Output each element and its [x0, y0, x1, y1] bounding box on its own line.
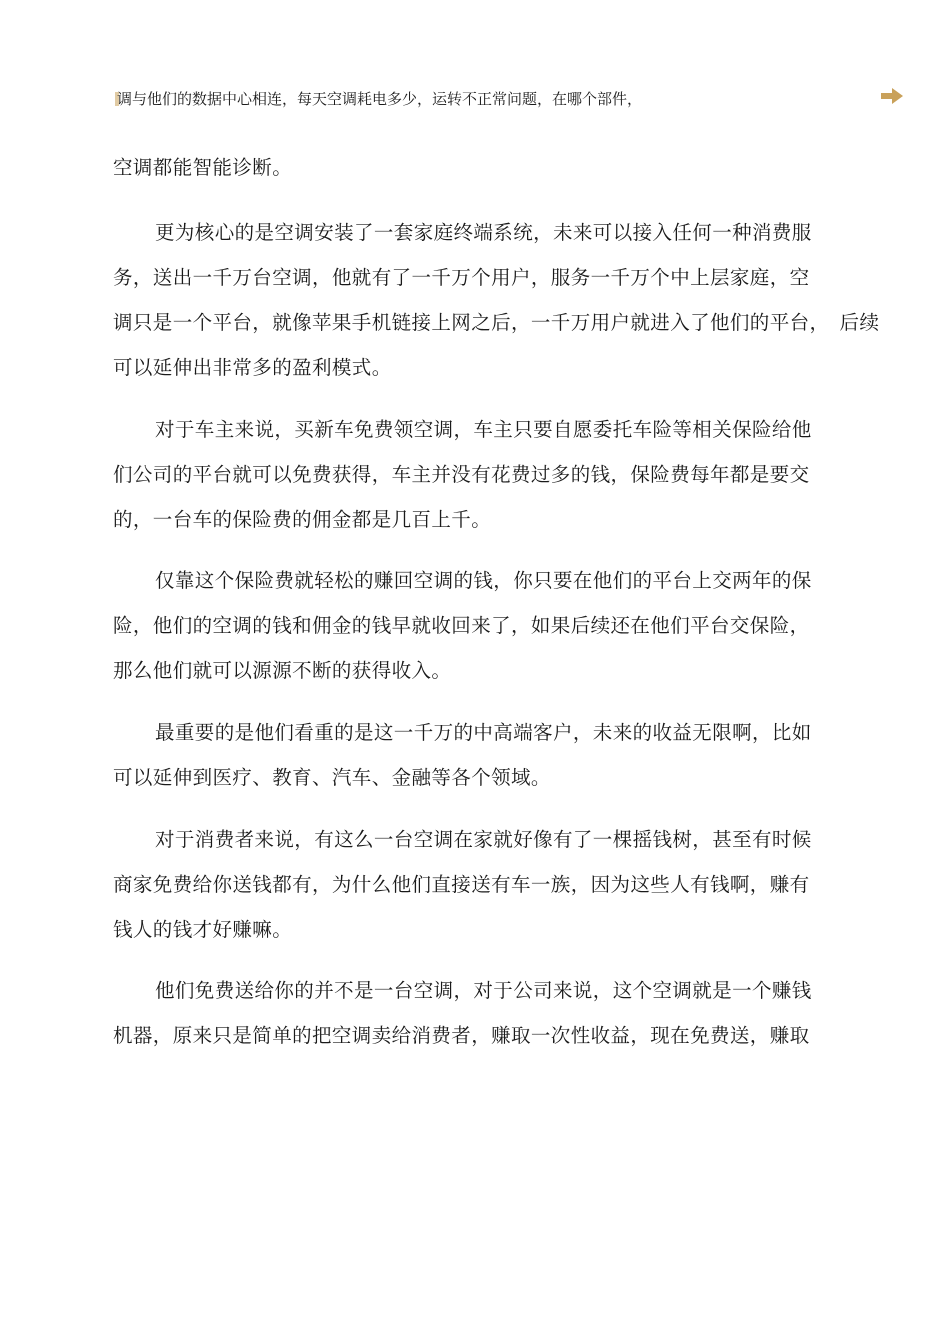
paragraph-line: 空调都能智能诊断。: [113, 156, 293, 179]
paragraph-line: 调只是一个平台，就像苹果手机链接上网之后，一千万用户就进入了他们的平台， 后续: [113, 311, 880, 334]
paragraph: [113, 968, 883, 1058]
paragraph: [113, 710, 883, 800]
paragraph-line: 险，他们的空调的钱和佣金的钱早就收回来了，如果后续还在他们平台交保险，: [113, 614, 810, 637]
paragraph-line: 们公司的平台就可以免费获得，车主并没有花费过多的钱，保险费每年都是要交: [113, 463, 810, 486]
paragraph-line: 最重要的是他们看重的是这一千万的中高端客户，未来的收益无限啊，比如: [155, 721, 812, 744]
paragraph-line: 可以延伸到医疗、教育、汽车、金融等各个领域。: [113, 766, 551, 789]
paragraph-line: 他们免费送给你的并不是一台空调，对于公司来说，这个空调就是一个赚钱: [155, 979, 812, 1002]
paragraph-line: 机器，原来只是简单的把空调卖给消费者，赚取一次性收益，现在免费送，赚取: [113, 1024, 810, 1047]
paragraph: [113, 407, 883, 542]
paragraph-line: 钱人的钱才好赚嘛。: [113, 918, 293, 941]
paragraph-line: 那么他们就可以源源不断的获得收入。: [113, 659, 452, 682]
paragraph-line: 可以延伸出非常多的盈利模式。: [113, 356, 392, 379]
paragraph-line: 对于消费者来说，有这么一台空调在家就好像有了一棵摇钱树，甚至有时候: [155, 828, 812, 851]
paragraph-line: 更为核心的是空调安装了一套家庭终端系统，未来可以接入任何一种消费服: [155, 221, 812, 244]
header-text: 调与他们的数据中心相连，每天空调耗电多少，运转不正常问题，在哪个部件，: [117, 90, 643, 108]
paragraph: [113, 817, 883, 952]
paragraph-line: 对于车主来说，买新车免费领空调，车主只要自愿委托车险等相关保险给他: [155, 418, 812, 441]
right-arrow-icon[interactable]: [880, 87, 904, 105]
paragraph: [113, 558, 883, 693]
paragraph-line: 务，送出一千万台空调，他就有了一千万个用户，服务一千万个中上层家庭，空: [113, 266, 810, 289]
paragraph-line: 商家免费给你送钱都有，为什么他们直接送有车一族，因为这些人有钱啊，赚有: [113, 873, 810, 896]
paragraph-line: 仅靠这个保险费就轻松的赚回空调的钱，你只要在他们的平台上交两年的保: [155, 569, 812, 592]
paragraph: [113, 145, 883, 190]
paragraph-line: 的，一台车的保险费的佣金都是几百上千。: [113, 508, 492, 531]
paragraph: [113, 210, 883, 390]
